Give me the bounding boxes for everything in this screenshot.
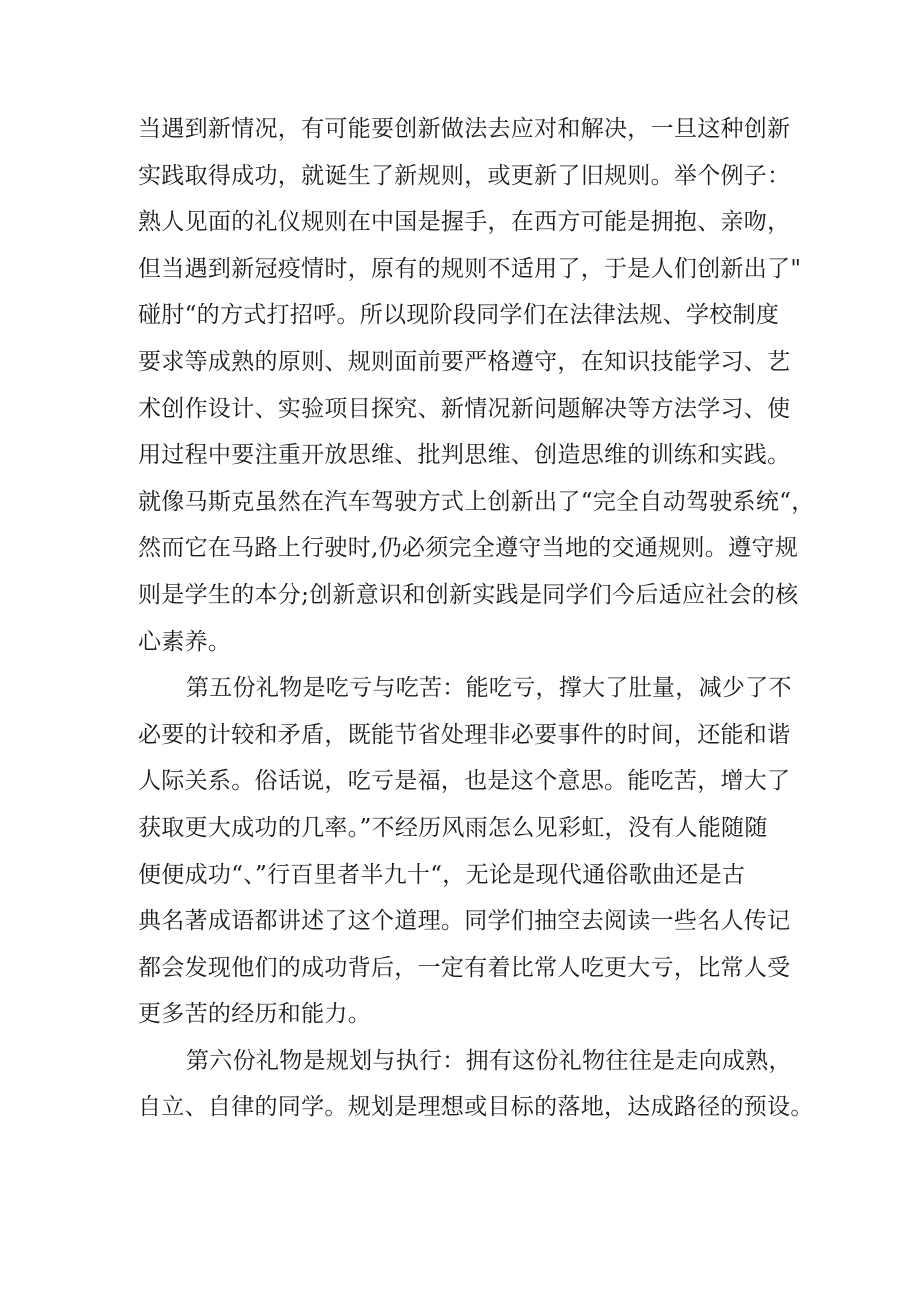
text-line: 但当遇到新冠疫情时，原有的规则不适用了，于是人们创新出了" [138,255,802,282]
text-line: 术创作设计、实验项目探究、新情况新问题解决等方法学习、使 [138,395,791,422]
text-line: 碰肘“的方式打招呼。所以现阶段同学们在法律法规、学校制度 [138,302,780,329]
text-line: 实践取得成功，就诞生了新规则，或更新了旧规则。举个例子： [138,162,791,189]
text-line: 则是学生的本分;创新意识和创新实践是同学们今后适应社会的核 [138,581,799,608]
text-line: 当遇到新情况，有可能要创新做法去应对和解决，一旦这种创新 [138,116,791,142]
text-line: 然而它在马路上行驶时,仍必须完全遵守当地的交通规则。遵守规 [138,535,799,562]
text-line: 典名著成语都讲述了这个道理。同学们抽空去阅读一些名人传记 [138,908,791,935]
paragraph-start-line: 第六份礼物是规划与执行：拥有这份礼物往往是走向成熟， [186,1047,792,1074]
paragraph-start-line: 第五份礼物是吃亏与吃苦：能吃亏，撑大了肚量，减少了不 [186,675,792,702]
text-line: 心素养。 [138,628,232,655]
text-line: 要求等成熟的原则、规则面前要严格遵守，在知识技能学习、艺 [138,348,791,375]
text-line: 自立、自律的同学。规划是理想或目标的落地，达成路径的预设。 [138,1094,814,1121]
text-line: 就像马斯克虽然在汽车驾驶方式上创新出了“完全自动驾驶系统“， [138,488,815,515]
text-line: 都会发现他们的成功背后，一定有着比常人吃更大亏，比常人受 [138,954,791,981]
text-line: 必要的计较和矛盾，既能节省处理非必要事件的时间，还能和谐 [138,721,791,748]
text-line: 更多苦的经历和能力。 [138,1001,371,1028]
text-line: 熟人见面的礼仪规则在中国是握手，在西方可能是拥抱、亲吻， [138,209,791,236]
text-line: 人际关系。俗话说，吃亏是福，也是这个意思。能吃苦，增大了 [138,768,791,795]
text-line: 用过程中要注重开放思维、批判思维、创造思维的训练和实践。 [138,442,791,469]
body-text [138,106,818,1131]
text-line: 获取更大成功的几率。”不经历风雨怎么见彩虹，没有人能随随 [138,814,768,841]
text-line: 便便成功“、”行百里者半九十“，无论是现代通俗歌曲还是古 [138,861,746,888]
